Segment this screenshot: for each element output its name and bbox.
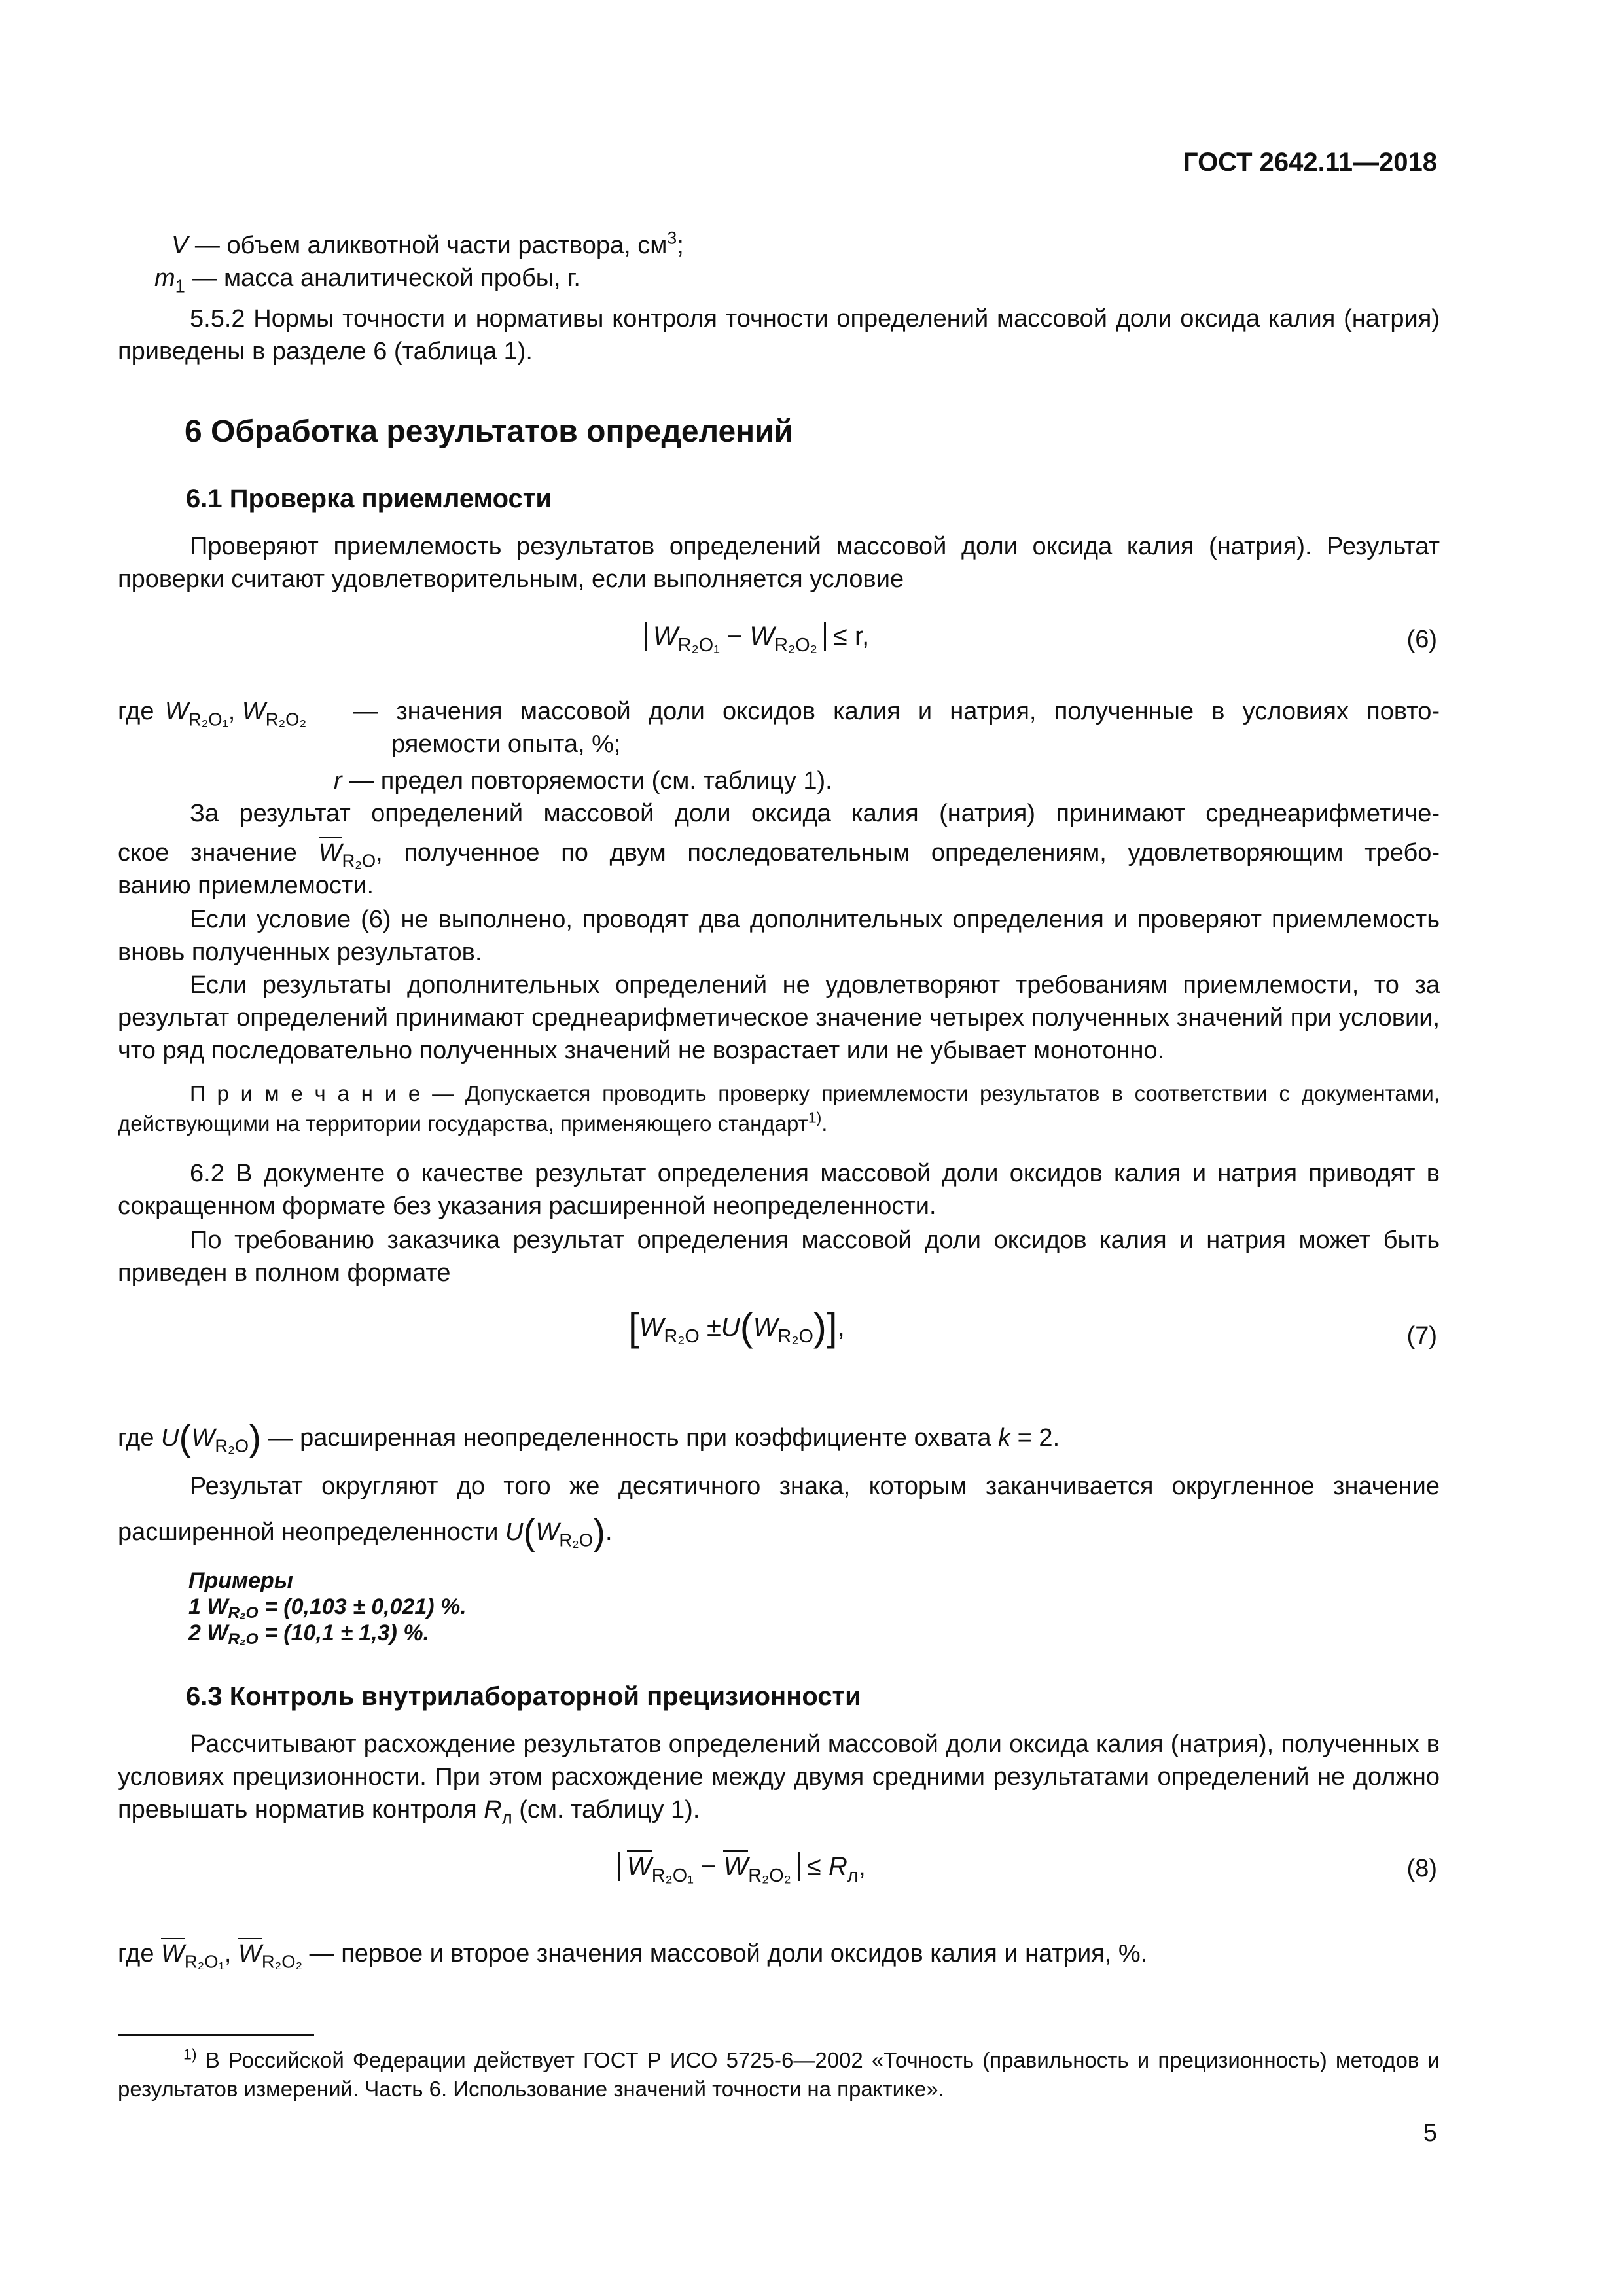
paragraph-6-1-4: Если результаты дополнительных определений не удовлетворяют требованиям приемлемости, то за результат определений принимают среднеарифметическое значение четырех полученных значений при условии, что ряд последовательно полученных значений не возрастает или не убывает монотонно. — [118, 971, 1440, 1064]
paragraph-6-1-2b: ское значение $W_{R_2O}$, полученное по двум последовательным определениям, удовлетворяющим требо- — [118, 836, 1440, 869]
abs-bars-8: $W_{R_2O_1} - W_{R_2O_2}$ — [618, 1852, 800, 1881]
where-7: где $U(W_{R_2O})$ — расширенная неопределенность при коэффициенте охвата k = 2. — [118, 1417, 1060, 1459]
paragraph-6-2-1: 6.2 В документе о качестве результат определения массовой доли оксидов калия и натрия приводят в сокращенном формате без указания расширенной неопределенности. — [118, 1160, 1440, 1220]
paragraph-6-1-2c: ванию приемлемости. — [118, 872, 374, 899]
where-6-text-cont: ряемости опыта, %; — [391, 730, 621, 758]
footnote: $^{1)}$ В Российской Федерации действует ГОСТ Р ИСО 5725-6—2002 «Точность (правильность и прецизионность) методов и результатов измерений. Часть 6. Использование значений точности на практике». — [118, 2045, 1440, 2101]
example-1: 1 $W_{R_2O} = (0,103 \pm 0,021)$ %. — [188, 1594, 467, 1623]
formula-6-number: (6) — [1406, 626, 1437, 653]
paragraph-5-5-2: 5.5.2 Нормы точности и нормативы контроля точности определений массовой доли оксида калия (натрия) приведены в разделе 6 (таблица 1). — [118, 305, 1440, 365]
paragraph-6-1-3: Если условие (6) не выполнено, проводят два дополнительных определения и проверяют приемлемость вновь полученных результатов. — [118, 906, 1440, 966]
paragraph-6-2-2: По требованию заказчика результат определения массовой доли оксидов калия и натрия может быть приведен в полном формате — [118, 1227, 1440, 1287]
formula-8: $W_{R_2O_1} - W_{R_2O_2} \le R_л$, — [618, 1847, 866, 1886]
section-6-3-title: 6.3 Контроль внутрилабораторной прецизионности — [186, 1682, 861, 1711]
example-2: 2 $W_{R_2O} = (10,1 \pm 1,3)$ %. — [188, 1621, 430, 1649]
where-symbols-6: $W_{R_2O_1}$, $W_{R_2O_2}$ — [165, 698, 307, 730]
section-6-title: 6 Обработка результатов определений — [185, 414, 794, 449]
paragraph-6-2-3a: Результат округляют до того же десятичного знака, которым заканчивается округленное значение — [190, 1473, 1440, 1500]
definition-v: V — объем аликвотной части раствора, $см^3$; — [171, 228, 684, 259]
where-r: r — предел повторяемости (см. таблицу 1). — [334, 767, 832, 795]
document-code: ГОСТ 2642.11—2018 — [1183, 148, 1437, 177]
definition-m: $m_1$ — масса аналитической пробы, г. — [154, 264, 580, 296]
where-8: где $W_{R_2O_1}$, $W_{R_2O_2}$ — первое и второе значения массовой доли оксидов калия и натрия, %. — [118, 1937, 1147, 1970]
paragraph-6-1-1: Проверяют приемлемость результатов определений массовой доли оксида калия (натрия). Результат проверки считают удовлетворительным, если выполняется условие — [118, 533, 1440, 593]
paragraph-6-1-2a: За результат определений массовой доли оксида калия (натрия) принимают среднеарифметиче- — [190, 800, 1440, 827]
paragraph-6-2-3b: расширенной неопределенности $U(W_{R_2O})$. — [118, 1511, 613, 1553]
formula-7: $[W_{R_2O} \pm U(W_{R_2O})]$, — [628, 1305, 845, 1350]
where-label: где — [118, 698, 154, 725]
note: П р и м е ч а н и е — Допускается проводить проверку приемлемости результатов в соответствии с документами, действующими на территории государства, применяющего стандарт$^{1)}$. — [118, 1081, 1440, 1136]
page-number: 5 — [1423, 2119, 1437, 2147]
examples-title: Примеры — [188, 1568, 293, 1593]
paragraph-6-3-1: Рассчитывают расхождение результатов определений массовой доли оксида калия (натрия), полученных в условиях прецизионности. При этом расхождение между двумя средними результатами определений не должно превышать норматив контроля $R_л$ (см. таблицу 1). — [118, 1731, 1440, 1828]
footnote-divider — [118, 2034, 314, 2036]
formula-7-number: (7) — [1406, 1322, 1437, 1350]
section-6-1-title: 6.1 Проверка приемлемости — [186, 484, 552, 513]
abs-bars: $W_{R_2O_1} - W_{R_2O_2}$ — [645, 622, 826, 651]
where-6-text: — значения массовой доли оксидов калия и натрия, полученные в условиях повто- — [353, 698, 1440, 725]
formula-6: $W_{R_2O_1} - W_{R_2O_2} \le r$, — [645, 617, 869, 656]
formula-8-number: (8) — [1406, 1855, 1437, 1882]
